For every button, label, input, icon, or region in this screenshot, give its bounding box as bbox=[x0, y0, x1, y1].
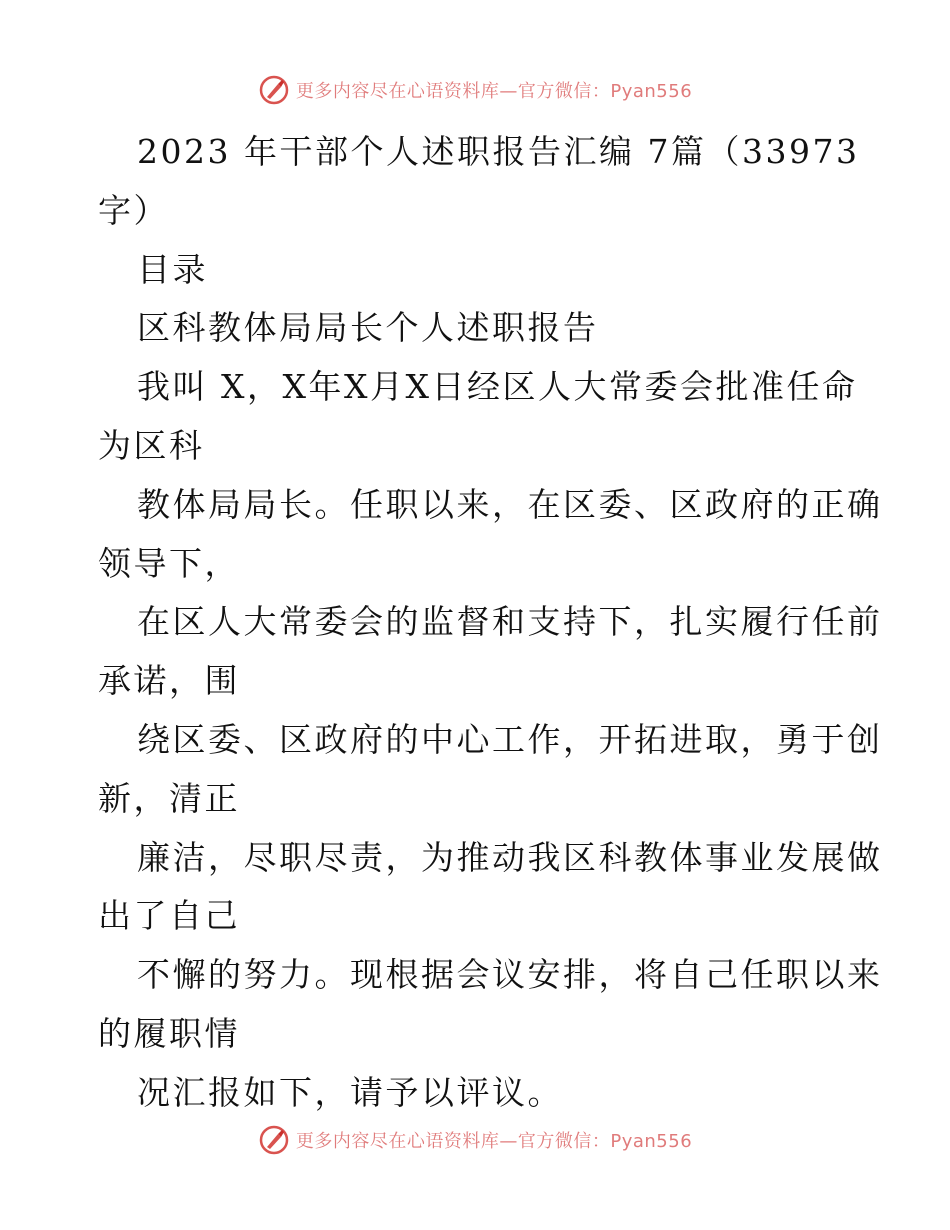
document-line: 廉洁，尽职尽责，为推动我区科教体事业发展做 bbox=[137, 837, 883, 877]
pen-nib-logo-icon bbox=[258, 1124, 290, 1156]
document-line: 目录 bbox=[137, 249, 208, 289]
document-line: 新，清正 bbox=[98, 778, 240, 818]
document-line: 承诺，围 bbox=[98, 661, 240, 701]
document-line: 2023 年干部个人述职报告汇编 7篇（33973 bbox=[137, 132, 860, 171]
document-line: 出了自己 bbox=[98, 896, 240, 936]
pen-nib-logo-icon bbox=[258, 74, 290, 106]
document-line: 绕区委、区政府的中心工作，开拓进取，勇于创 bbox=[137, 719, 883, 759]
document-line: 为区科 bbox=[98, 425, 205, 465]
watermark-header bbox=[0, 70, 950, 110]
document-line: 我叫 X，X年X月X日经区人大常委会批准任命 bbox=[137, 367, 858, 407]
document-line: 况汇报如下，请予以评议。 bbox=[137, 1072, 563, 1112]
document-body bbox=[98, 123, 883, 1123]
document-line: 领导下， bbox=[98, 543, 240, 583]
document-line: 不懈的努力。现根据会议安排，将自己任职以来 bbox=[137, 955, 883, 995]
document-line: 教体局局长。任职以来，在区委、区政府的正确 bbox=[137, 484, 883, 524]
watermark-text: 更多内容尽在心语资料库—官方微信：Pyan556 bbox=[295, 81, 693, 102]
document-line: 的履职情 bbox=[98, 1013, 240, 1053]
document-line: 在区人大常委会的监督和支持下，扎实履行任前 bbox=[137, 602, 883, 642]
watermark-footer bbox=[0, 1120, 950, 1160]
document-line: 字） bbox=[98, 190, 169, 230]
document-line: 区科教体局局长个人述职报告 bbox=[137, 308, 599, 348]
watermark-text: 更多内容尽在心语资料库—官方微信：Pyan556 bbox=[295, 1131, 693, 1152]
